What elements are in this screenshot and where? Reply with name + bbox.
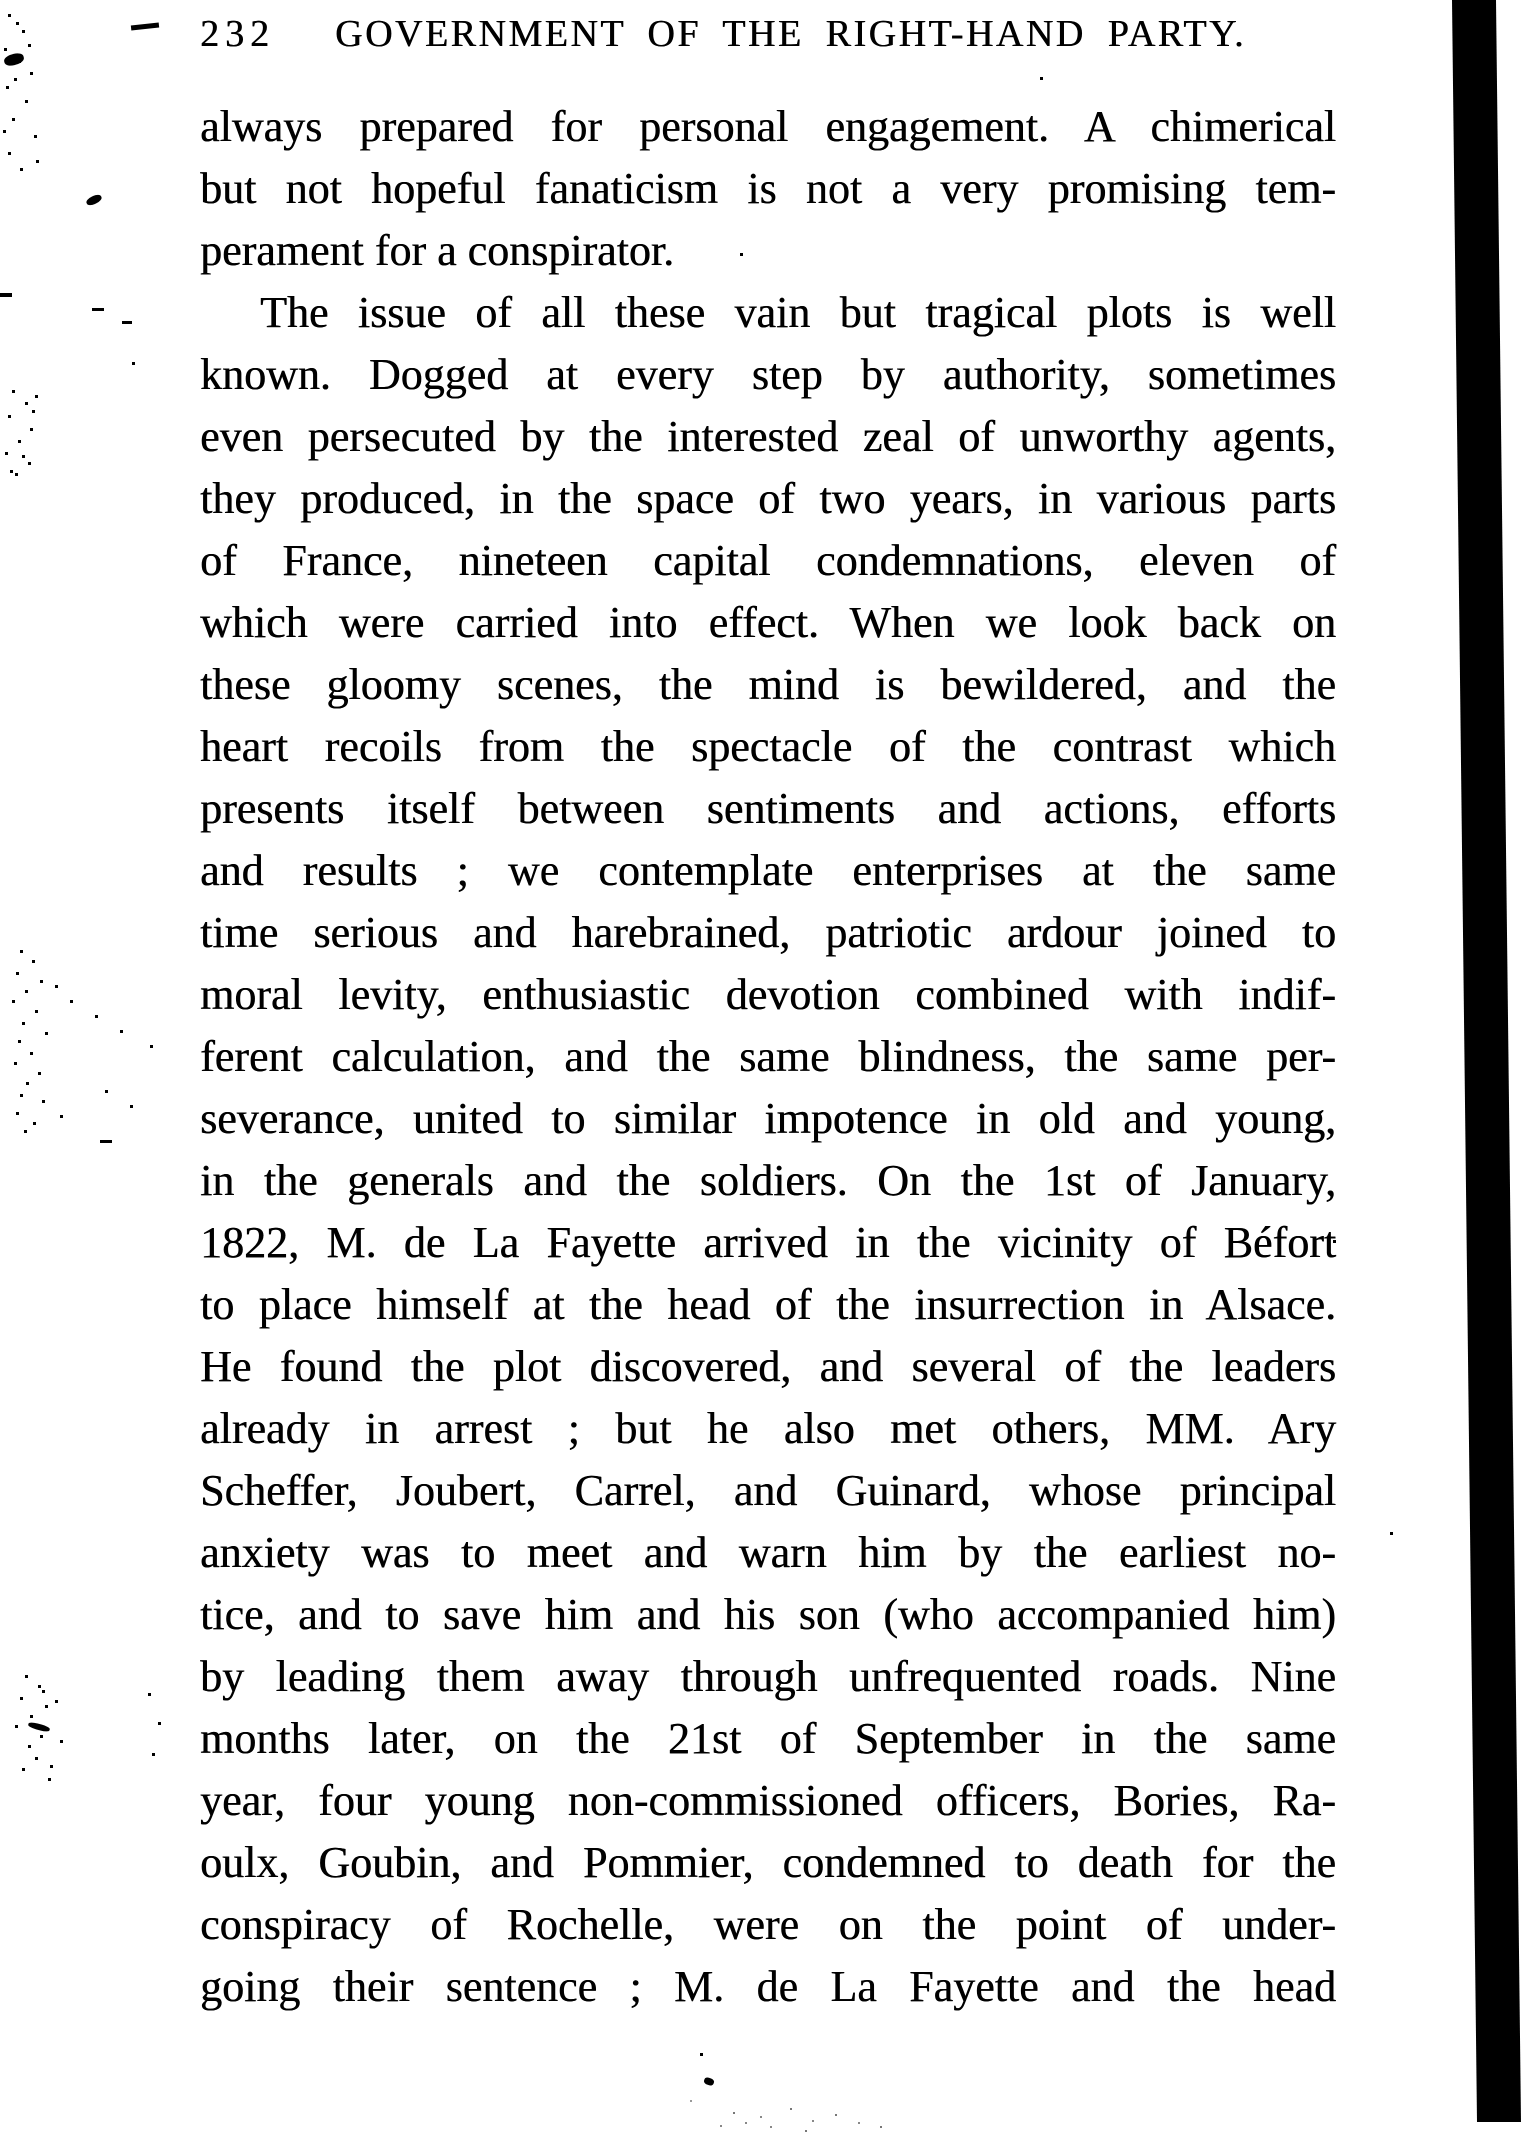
text-line: even persecuted by the interested zeal of unworthy agents,	[200, 412, 1336, 461]
text-line: these gloomy scenes, the mind is bewildered, and the	[200, 660, 1336, 709]
scan-binding-bar	[1449, 0, 1523, 2122]
text-line: perament for a conspirator.	[200, 226, 675, 275]
text-line: presents itself between sentiments and actions, efforts	[200, 784, 1336, 833]
text-line: but not hopeful fanaticism is not a very promising tem-	[200, 164, 1336, 213]
running-head-title: GOVERNMENT OF THE RIGHT-HAND PARTY.	[335, 13, 1246, 55]
text-line: they produced, in the space of two years, in various parts	[200, 474, 1336, 523]
text-line: always prepared for personal engagement. A chimerical	[200, 102, 1336, 151]
text-line: conspiracy of Rochelle, were on the point of under-	[200, 1900, 1336, 1949]
text-line: heart recoils from the spectacle of the contrast which	[200, 722, 1336, 771]
scan-speck-layer-gray	[0, 0, 2, 2]
text-line: moral levity, enthusiastic devotion combined with indif-	[200, 970, 1336, 1019]
text-line: months later, on the 21st of September in the same	[200, 1714, 1336, 1763]
scan-speck	[0, 293, 12, 297]
text-line: going their sentence ; M. de La Fayette and the head	[200, 1962, 1336, 2011]
scan-speck	[703, 2077, 715, 2087]
body-text	[200, 96, 1336, 2018]
text-line: 1822, M. de La Fayette arrived in the vicinity of Béfort	[200, 1218, 1336, 1267]
text-line: to place himself at the head of the insurrection in Alsace.	[200, 1280, 1336, 1329]
scan-speck	[100, 1140, 112, 1143]
page-number: 232	[200, 13, 275, 55]
text-line: He found the plot discovered, and several of the leaders	[200, 1342, 1336, 1391]
text-line: known. Dogged at every step by authority, sometimes	[200, 350, 1336, 399]
text-line: year, four young non-commissioned officers, Bories, Ra-	[200, 1776, 1336, 1825]
text-line: and results ; we contemplate enterprises at the same	[200, 846, 1336, 895]
text-line: by leading them away through unfrequented roads. Nine	[200, 1652, 1336, 1701]
text-line: oulx, Goubin, and Pommier, condemned to death for the	[200, 1838, 1336, 1887]
text-line: The issue of all these vain but tragical plots is well	[260, 288, 1336, 337]
text-line: already in arrest ; but he also met others, MM. Ary	[200, 1404, 1336, 1453]
scan-speck	[28, 1721, 51, 1732]
text-line: time serious and harebrained, patriotic ardour joined to	[200, 908, 1336, 957]
running-head	[0, 0, 1523, 60]
text-line: tice, and to save him and his son (who accompanied him)	[200, 1590, 1336, 1639]
scan-speck	[92, 308, 104, 311]
scan-speck	[122, 321, 132, 324]
text-line: anxiety was to meet and warn him by the earliest no-	[200, 1528, 1336, 1577]
text-line: Scheffer, Joubert, Carrel, and Guinard, whose principal	[200, 1466, 1336, 1515]
scan-speck	[85, 193, 103, 207]
text-line: of France, nineteen capital condemnations, eleven of	[200, 536, 1336, 585]
text-line: ferent calculation, and the same blindness, the same per-	[200, 1032, 1336, 1081]
text-line: which were carried into effect. When we look back on	[200, 598, 1336, 647]
text-line: in the generals and the soldiers. On the 1st of January,	[200, 1156, 1336, 1205]
text-line: severance, united to similar impotence in old and young,	[200, 1094, 1336, 1143]
